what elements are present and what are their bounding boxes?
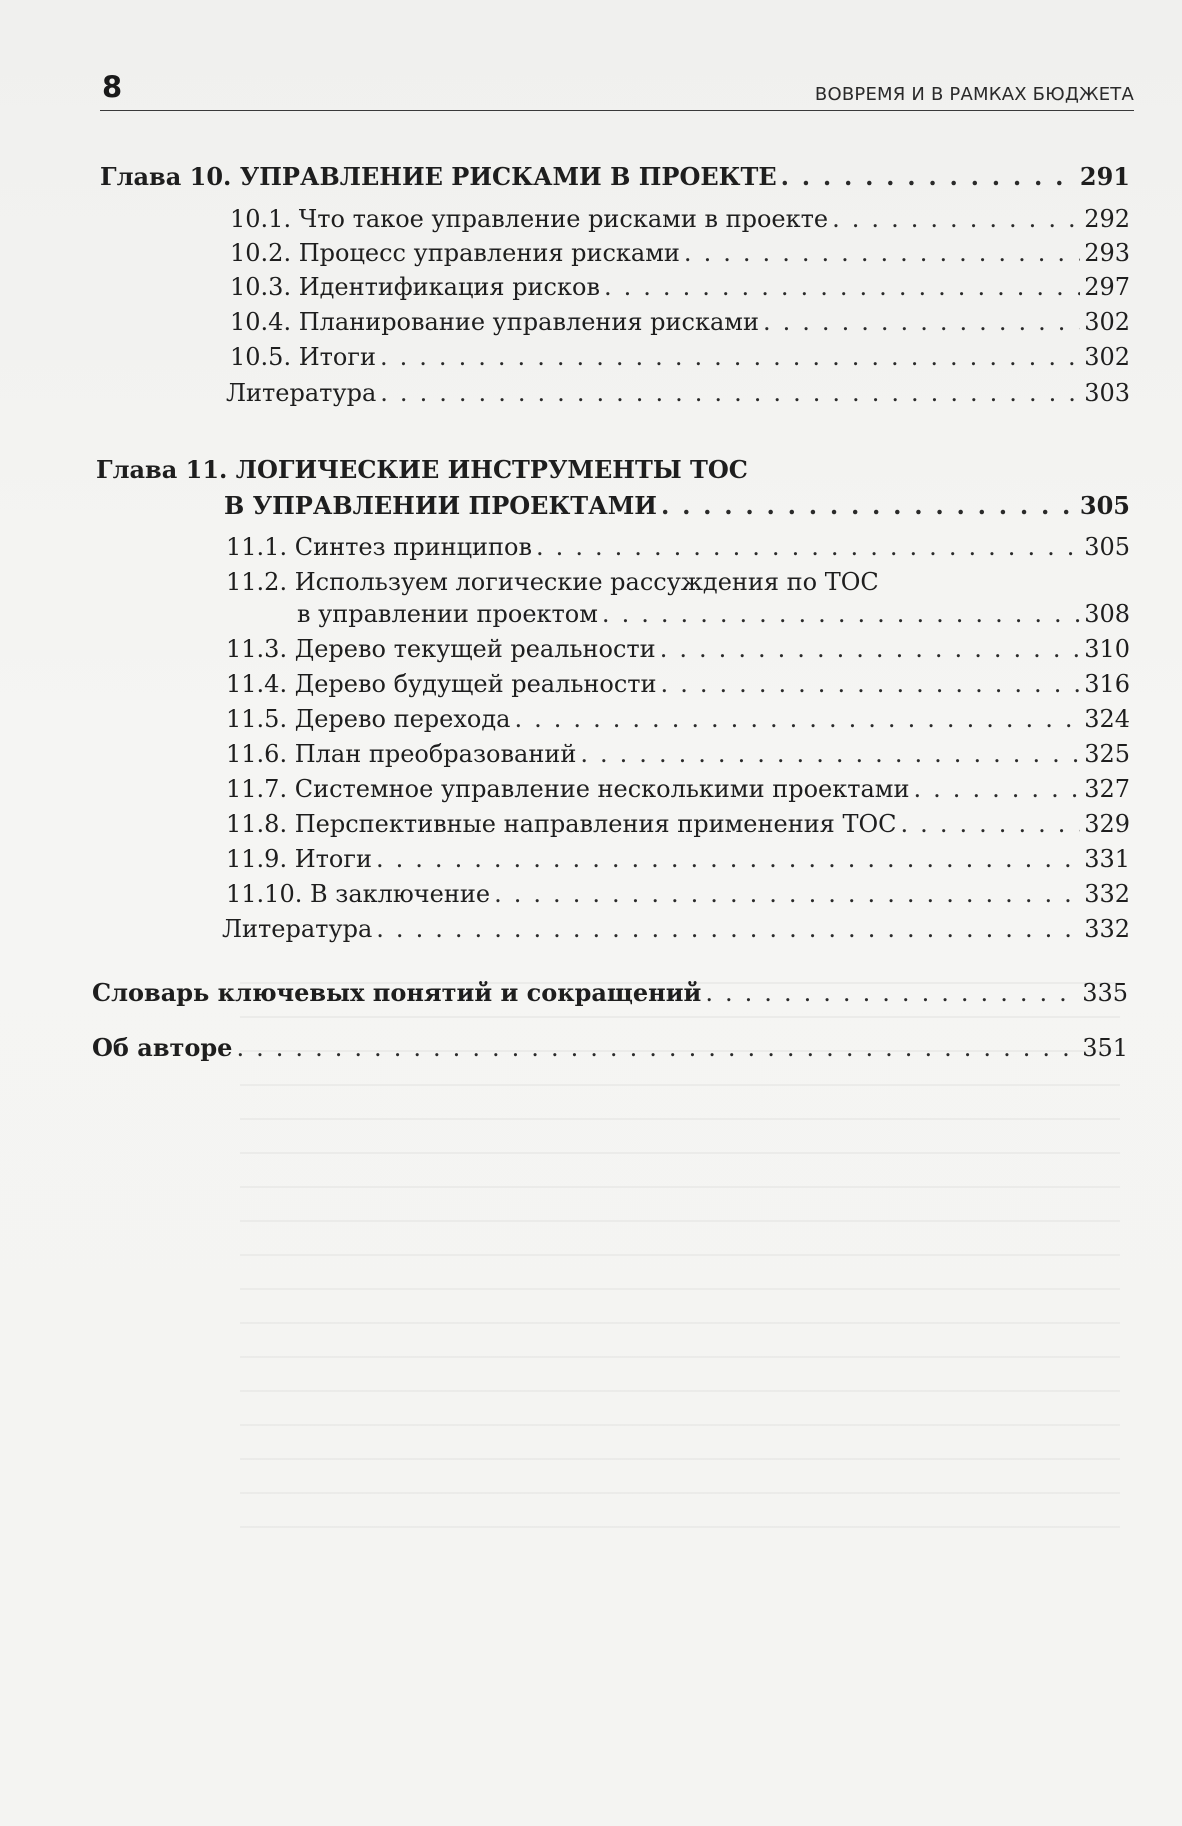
- toc-glossary[interactable]: [92, 977, 1128, 1009]
- dot-leader: [832, 203, 1080, 235]
- chapter-11-title-line1: ЛОГИЧЕСКИЕ ИНСТРУМЕНТЫ ТОС: [235, 455, 748, 484]
- item-number: 10.1.: [230, 205, 292, 233]
- item-number: 10.4.: [230, 308, 292, 336]
- item-number: 11.1.: [226, 533, 288, 561]
- chapter-10-title: УПРАВЛЕНИЕ РИСКАМИ В ПРОЕКТЕ: [239, 162, 777, 191]
- item-page: 331: [1084, 845, 1130, 873]
- toc-item-11-2-first-line: [226, 566, 879, 598]
- toc-about-author[interactable]: [92, 1032, 1128, 1064]
- item-page: 329: [1084, 810, 1130, 838]
- chapter-11-label: Глава 11.: [96, 455, 228, 484]
- toc-item-11-4[interactable]: [226, 668, 1130, 700]
- item-page: 297: [1084, 273, 1130, 301]
- page-number: 8: [102, 70, 123, 104]
- chapter-10-heading: [100, 161, 777, 193]
- item-page: 308: [1084, 600, 1130, 628]
- item-number: 11.7.: [226, 775, 288, 803]
- item-title: В заключение: [309, 880, 491, 908]
- toc-item-10-5[interactable]: [230, 341, 1130, 373]
- item-title: Итоги: [294, 845, 372, 873]
- item-number: 10.3.: [230, 273, 292, 301]
- item-title: Системное управление несколькими проектами: [294, 775, 910, 803]
- item-title: План преобразований: [294, 740, 577, 768]
- item-number: 10.5.: [230, 343, 292, 371]
- item-page: 332: [1084, 880, 1130, 908]
- item-page: 302: [1084, 343, 1130, 371]
- glossary-page: 335: [1082, 979, 1128, 1007]
- item-number: 11.3.: [226, 635, 288, 663]
- dot-leader: [494, 878, 1080, 910]
- dot-leader: [236, 1032, 1078, 1064]
- chapter-11-title-line2: В УПРАВЛЕНИИ ПРОЕКТАМИ: [224, 491, 657, 520]
- toc-item-11-1[interactable]: [226, 531, 1130, 563]
- item-number: 11.2.: [226, 568, 288, 596]
- toc-item-11-8[interactable]: [226, 808, 1130, 840]
- toc-item-10-2[interactable]: [230, 237, 1130, 269]
- dot-leader: [376, 843, 1080, 875]
- item-title: Процесс управления рисками: [298, 239, 680, 267]
- dot-leader: [604, 271, 1080, 303]
- dot-leader: [602, 598, 1080, 630]
- item-page: 293: [1084, 239, 1130, 267]
- dot-leader: [763, 306, 1080, 338]
- item-title: Итоги: [298, 343, 376, 371]
- item-page: 327: [1084, 775, 1130, 803]
- chapter-11-page: 305: [1079, 491, 1130, 520]
- dot-leader: [913, 773, 1080, 805]
- running-title: ВОВРЕМЯ И В РАМКАХ БЮДЖЕТА: [814, 84, 1134, 105]
- page-header: [100, 66, 1134, 111]
- toc-item-11-7[interactable]: [226, 773, 1130, 805]
- dot-leader: [661, 668, 1081, 700]
- item-title: Дерево перехода: [294, 705, 511, 733]
- item-title: Синтез принципов: [294, 533, 533, 561]
- toc-literature-10[interactable]: [226, 377, 1130, 409]
- dot-leader: [660, 633, 1081, 665]
- toc-item-10-1[interactable]: [230, 203, 1130, 235]
- item-page: 292: [1084, 205, 1130, 233]
- item-number: 11.10.: [226, 880, 303, 908]
- item-page: 310: [1084, 635, 1130, 663]
- item-title: Идентификация рисков: [298, 273, 600, 301]
- toc-item-10-4[interactable]: [230, 306, 1130, 338]
- dot-leader: [380, 341, 1080, 373]
- item-title-line1: Используем логические рассуждения по ТОС: [294, 568, 879, 596]
- toc-chapter-11[interactable]: [224, 490, 1130, 522]
- dot-leader: [580, 738, 1080, 770]
- item-number: 11.6.: [226, 740, 288, 768]
- item-number: 11.8.: [226, 810, 288, 838]
- about-author-title: Об авторе: [92, 1033, 233, 1062]
- dot-leader: [376, 913, 1080, 945]
- literature-page: 332: [1084, 915, 1130, 943]
- dot-leader: [514, 703, 1080, 735]
- literature-page: 303: [1084, 379, 1130, 407]
- literature-title: Литература: [226, 379, 377, 407]
- toc-literature-11[interactable]: [222, 913, 1130, 945]
- toc-chapter-10[interactable]: [100, 161, 1130, 193]
- chapter-10-page: 291: [1079, 162, 1130, 191]
- item-number: 11.4.: [226, 670, 288, 698]
- item-title: Планирование управления рисками: [298, 308, 759, 336]
- literature-title: Литература: [222, 915, 373, 943]
- toc-item-11-3[interactable]: [226, 633, 1130, 665]
- dot-leader: [705, 977, 1078, 1009]
- item-number: 11.9.: [226, 845, 288, 873]
- toc-item-11-2[interactable]: [297, 598, 1130, 630]
- item-page: 302: [1084, 308, 1130, 336]
- toc-item-10-3[interactable]: [230, 271, 1130, 303]
- dot-leader: [536, 531, 1080, 563]
- about-author-page: 351: [1082, 1034, 1128, 1062]
- toc-item-11-5[interactable]: [226, 703, 1130, 735]
- item-page: 316: [1084, 670, 1130, 698]
- toc-item-11-10[interactable]: [226, 878, 1130, 910]
- toc-chapter-11-first-line: [96, 454, 748, 486]
- item-title: Дерево будущей реальности: [294, 670, 657, 698]
- item-title: Что такое управление рисками в проекте: [298, 205, 829, 233]
- item-page: 324: [1084, 705, 1130, 733]
- dot-leader: [380, 377, 1080, 409]
- item-title: в управлении проектом: [297, 600, 598, 628]
- toc-item-11-9[interactable]: [226, 843, 1130, 875]
- dot-leader: [684, 237, 1080, 269]
- dot-leader: [781, 161, 1076, 193]
- item-title: Дерево текущей реальности: [294, 635, 656, 663]
- item-number: 10.2.: [230, 239, 292, 267]
- item-title: Перспективные направления применения ТОС: [294, 810, 897, 838]
- item-number: 11.5.: [226, 705, 288, 733]
- chapter-10-label: Глава 10.: [100, 162, 232, 191]
- dot-leader: [661, 490, 1076, 522]
- item-page: 305: [1084, 533, 1130, 561]
- dot-leader: [901, 808, 1081, 840]
- toc-item-11-6[interactable]: [226, 738, 1130, 770]
- item-page: 325: [1084, 740, 1130, 768]
- glossary-title: Словарь ключевых понятий и сокращений: [92, 978, 702, 1007]
